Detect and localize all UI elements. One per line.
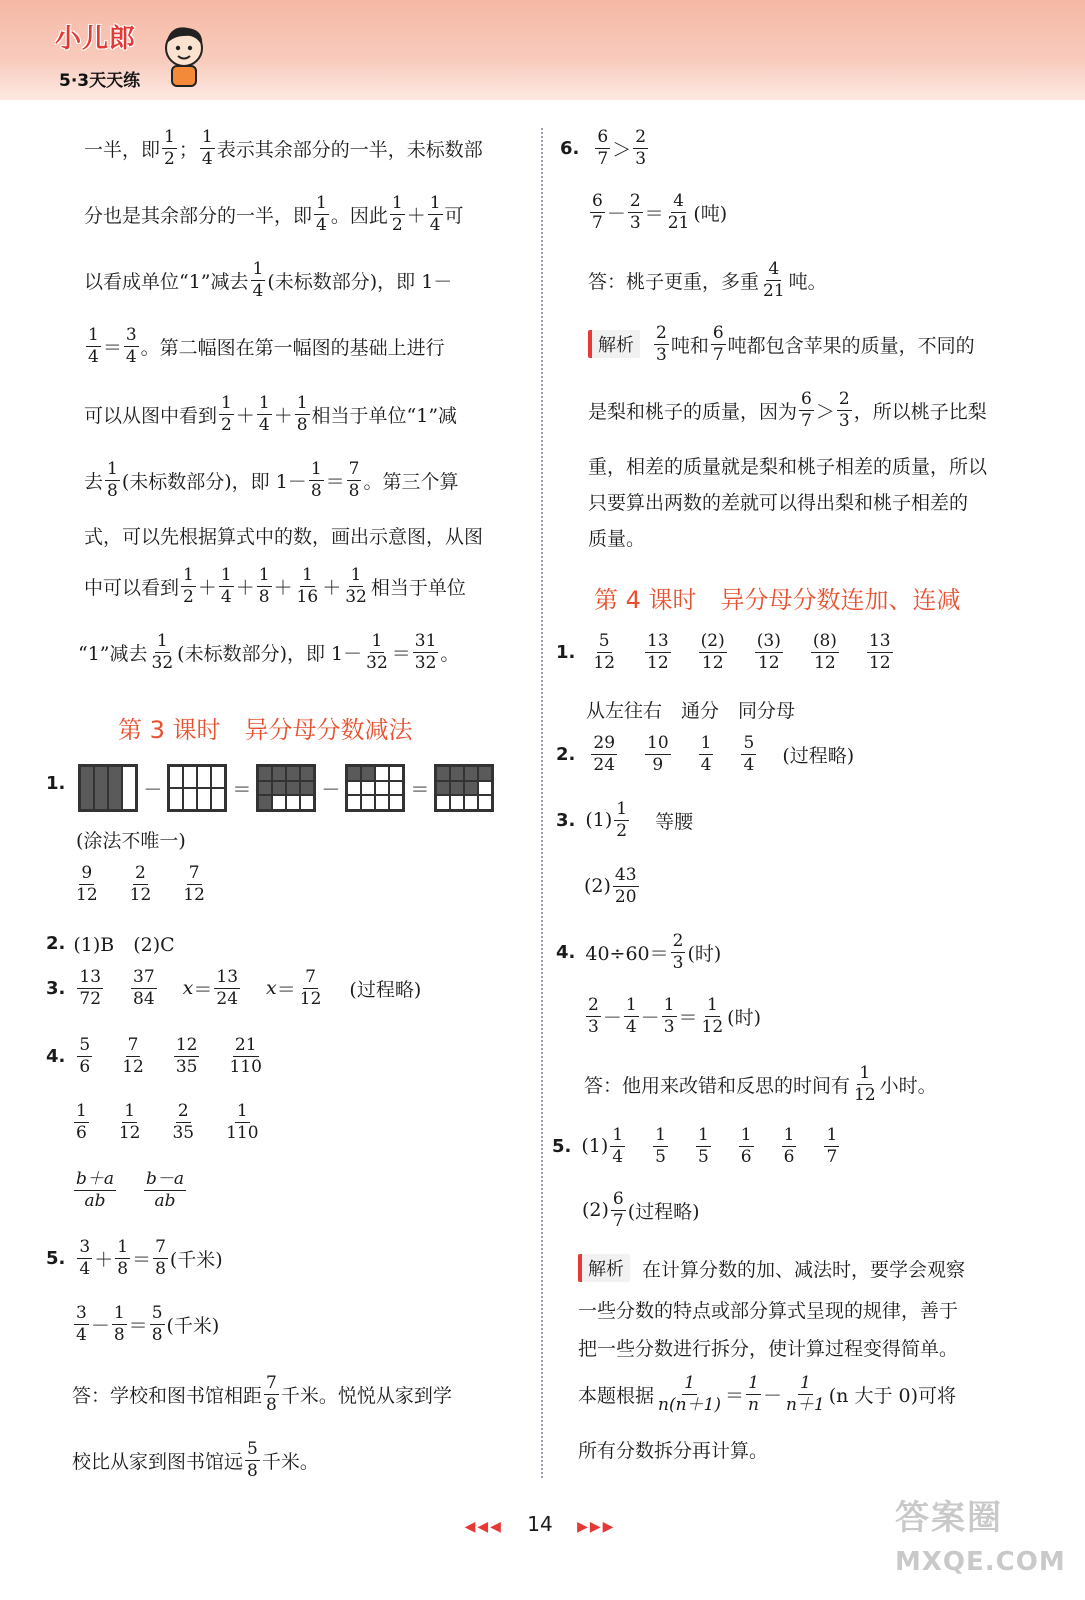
fraction: $\frac{5}{12}$ — [593, 631, 616, 673]
fraction: $\frac{1}{4}$ — [88, 325, 99, 367]
fraction: $\frac{1}{8}$ — [113, 1303, 125, 1345]
fraction: $\frac{2}{3}$ — [838, 389, 850, 431]
explain-line-8: 中可以看到 $\frac{1}{2}$ ＋ $\frac{1}{4}$ ＋ $\frac{1}{8}$ ＋ $\frac{1}{16}$ ＋ $\frac{1}{32}$ 相当于单位 — [84, 565, 466, 607]
fraction: $\frac{1}{32}$ — [151, 631, 174, 673]
right-jiexi-2-line5: 所有分数拆分再计算。 — [578, 1440, 769, 1462]
explain-line-4: $\frac{1}{4}$ ＝ $\frac{3}{4}$ 。第二幅图在第一幅图的基础上进行 — [88, 325, 445, 367]
right-jiexi-1-line1 — [588, 324, 975, 364]
fraction: $\frac{1}{12}$ — [854, 1063, 876, 1105]
fraction: $\frac{3}{4}$ — [76, 1303, 87, 1345]
text: 在计算分数的加、减法时，要学会观察 — [642, 1258, 966, 1281]
text: 吨。 — [788, 270, 827, 293]
question-number: 3. — [556, 809, 576, 831]
fraction: $\frac{(2)}{12}$ — [700, 631, 725, 673]
fraction: $\frac{1}{2}$ — [391, 193, 403, 235]
fraction: $\frac{1}{4}$ — [700, 733, 712, 775]
right-jiexi-1-line5: 质量。 — [588, 528, 646, 550]
mascot-boy-icon — [160, 22, 208, 88]
left-q3: 3. $\frac{13}{72}$ $\frac{37}{84}$ x ＝ $\frac{13}{24}$ x ＝ $\frac{7}{12}$ (过程略) — [46, 967, 422, 1009]
logo-subtitle: 5·3天天练 — [59, 71, 141, 91]
denominator: n＋1 — [785, 1394, 825, 1415]
right-jiexi-1-line2: 是梨和桃子的质量，因为 $\frac{6}{7}$ ＞ $\frac{2}{3}$ ，所以桃子比梨 — [588, 389, 987, 431]
text: 可 — [444, 204, 464, 227]
fraction: $\frac{1}{110}$ — [226, 1101, 259, 1143]
fraction: $\frac{1}{4}$ — [258, 393, 270, 435]
fraction: $\frac{43}{20}$ — [614, 865, 637, 907]
question-number: 4. — [556, 941, 576, 963]
fraction: $\frac{1}{8}$ — [296, 393, 308, 435]
text: 千米。 — [261, 1450, 319, 1473]
left-q2 — [46, 930, 175, 957]
right-jiexi-1-line4: 只要算出两数的差就可以得出梨和桃子相差的 — [588, 492, 969, 514]
explain-line-5: 可以从图中看到 $\frac{1}{2}$ ＋ $\frac{1}{4}$ ＋ $\frac{1}{8}$ 相当于单位“1”减 — [84, 393, 458, 435]
fraction: $\frac{1}{2}$ — [616, 799, 628, 841]
variable: x — [182, 977, 194, 1000]
fraction: $\frac{6}{7}$ — [612, 1189, 624, 1231]
part-label: (1) — [585, 809, 613, 832]
text: 分也是其余部分的一半，即 — [84, 204, 313, 227]
note: (过程略) — [349, 978, 422, 1001]
left-q4-row1 — [46, 1036, 266, 1076]
part-label: (2) — [582, 1199, 609, 1222]
right-q5-part1 — [552, 1126, 841, 1166]
fraction: $\frac{29}{24}$ — [593, 733, 616, 775]
question-number: 5. — [552, 1135, 572, 1157]
unit: (吨) — [693, 202, 728, 225]
fraction: $\frac{10}{9}$ — [647, 733, 669, 775]
explain-line-1 — [84, 128, 483, 168]
fraction: $\frac{6}{7}$ — [592, 191, 603, 233]
text: 是梨和桃子的质量，因为 — [588, 400, 798, 423]
fraction: $\frac{1}{4}$ — [252, 259, 264, 301]
right-q1-line2: 从左往右 通分 同分母 — [586, 700, 796, 722]
question-number: 2. — [556, 743, 576, 765]
left-q5-answer-1 — [72, 1374, 452, 1414]
fraction: $\frac{1}{2}$ — [164, 127, 175, 169]
analysis-label: 解析 — [588, 330, 640, 358]
text: 。因此 — [330, 204, 388, 227]
fraction: $\frac{7}{12}$ — [299, 967, 322, 1009]
fraction: $\frac{3}{4}$ — [79, 1237, 91, 1279]
fraction: $\frac{1}{8}$ — [117, 1237, 129, 1279]
text: ，所以桃子比梨 — [853, 400, 987, 423]
fraction-grid — [434, 764, 494, 812]
fraction: $\frac{1}{2}$ — [183, 565, 194, 607]
denominator: ab — [154, 1190, 176, 1211]
text: 千米。悦悦从家到学 — [280, 1384, 452, 1407]
fraction: $\frac{5}{8}$ — [151, 1303, 163, 1345]
fraction: $\frac{1}{4}$ — [220, 565, 232, 607]
question-number: 1. — [556, 641, 576, 663]
unit: (千米) — [169, 1248, 223, 1271]
fraction: $\frac{37}{84}$ — [133, 967, 155, 1009]
fraction: $\frac{9}{12}$ — [76, 863, 98, 905]
fraction: $\frac{7}{8}$ — [266, 1373, 277, 1415]
text: (未标数部分)，即 1－ — [177, 642, 363, 665]
fraction: $\frac{2}{3}$ — [629, 191, 641, 233]
left-q5-line2: $\frac{3}{4}$ － $\frac{1}{8}$ ＝ $\frac{5}{8}$ (千米) — [76, 1303, 220, 1345]
fraction: $\frac{3}{4}$ — [125, 325, 137, 367]
fraction: $\frac{1}{12}$ — [701, 995, 724, 1037]
text: 相当于单位 — [370, 576, 466, 599]
text: (未标数部分)，即 1－ — [121, 470, 307, 493]
note: (过程略) — [782, 744, 855, 767]
numerator: b－a — [146, 1169, 185, 1189]
right-q6-answer — [588, 260, 827, 300]
fraction: $\frac{2}{12}$ — [129, 863, 152, 905]
fraction: $\frac{5}{6}$ — [79, 1035, 91, 1077]
fraction: $\frac{1}{8}$ — [107, 459, 118, 501]
fraction-grid — [256, 764, 316, 812]
fraction: $\frac{13}{12}$ — [868, 631, 891, 673]
left-arrows-icon: ◀◀◀ — [464, 1519, 503, 1535]
left-q1-grids: 1. － ＝ － ＝ — [46, 764, 497, 812]
answer-text: 等腰 — [655, 810, 694, 833]
fraction-grid — [345, 764, 405, 812]
fraction: $\frac{2}{35}$ — [172, 1101, 195, 1143]
analysis-label: 解析 — [578, 1254, 630, 1282]
fraction: $\frac{1}{8}$ — [310, 459, 322, 501]
right-q4-line2: $\frac{2}{3}$ － $\frac{1}{4}$ － $\frac{1}{3}$ ＝ $\frac{1}{12}$ (时) — [588, 995, 761, 1037]
left-q4-row2 — [72, 1102, 263, 1142]
right-q4-answer — [584, 1064, 937, 1104]
fraction: $\frac{6}{7}$ — [801, 389, 812, 431]
fraction: $\frac{1}{4}$ — [201, 127, 213, 169]
right-q4-line1 — [556, 932, 721, 972]
logo-title: 小儿郎 — [55, 24, 137, 54]
right-q5-part2 — [582, 1190, 700, 1230]
left-q1-answers — [72, 864, 209, 904]
text: 相当于单位“1”减 — [311, 404, 458, 427]
text: 答：桃子更重，多重 — [588, 270, 760, 293]
right-jiexi-2-line3: 把一些分数进行拆分，使计算过程变得简单。 — [578, 1338, 959, 1360]
fraction: $\frac{1}{7}$ — [826, 1125, 838, 1167]
right-jiexi-2-line2: 一些分数的特点或部分算式呈现的规律，善于 — [578, 1300, 959, 1322]
fraction: $\frac{1}{6}$ — [76, 1101, 87, 1143]
question-number: 6. — [560, 137, 580, 159]
text: 吨都包含苹果的质量，不同的 — [727, 334, 975, 357]
fraction: $\frac{4}{21}$ — [667, 191, 690, 233]
text: 。 — [440, 642, 460, 665]
denominator: n(n＋1) — [658, 1394, 721, 1415]
fraction: $\frac{1}{n+1}$ — [785, 1373, 825, 1415]
numerator: b＋a — [76, 1169, 115, 1189]
text: 表示其余部分的一半，未标数部 — [216, 138, 483, 161]
fraction-grid — [167, 764, 227, 812]
unit: (时) — [687, 942, 722, 965]
fraction: $\frac{2}{3}$ — [588, 995, 599, 1037]
section-3-title: 第 3 课时 异分母分数减法 — [118, 716, 413, 744]
page-header — [0, 0, 1085, 100]
text: (未标数部分)，即 1－ — [267, 270, 453, 293]
fraction: $\frac{(8)}{12}$ — [812, 631, 837, 673]
explain-line-3 — [84, 260, 452, 300]
text: 本题根据 — [578, 1384, 655, 1407]
fraction: $\frac{21}{110}$ — [229, 1035, 262, 1077]
fraction: $\frac{5}{8}$ — [247, 1439, 258, 1481]
left-q1-note: (涂法不唯一) — [76, 830, 186, 852]
fraction: $\frac{6}{7}$ — [712, 323, 724, 365]
text: 去 — [84, 470, 104, 493]
fraction: $\frac{(3)}{12}$ — [756, 631, 781, 673]
section-4-title: 第 4 课时 异分母分数连加、连减 — [594, 586, 961, 614]
fraction — [74, 1170, 116, 1210]
explain-line-7 — [84, 522, 483, 549]
denominator: n — [748, 1394, 759, 1415]
page-number: 14 — [527, 1512, 553, 1536]
question-number: 5. — [46, 1247, 66, 1269]
right-jiexi-2-line1 — [578, 1254, 965, 1282]
page-footer — [440, 1512, 640, 1536]
text: 式，可以先根据算式中的数，画出示意图，从图 — [84, 526, 484, 548]
text: 可以从图中看到 — [84, 404, 218, 427]
text: 。第三个算 — [363, 470, 459, 493]
text: 吨和 — [670, 334, 709, 357]
unit: (时) — [727, 1006, 761, 1029]
left-q5-line1: 5. $\frac{3}{4}$ ＋ $\frac{1}{8}$ ＝ $\frac{7}{8}$ (千米) — [46, 1237, 223, 1279]
watermark-title: 答案圈 — [895, 1498, 1003, 1538]
watermark-url: MXQE.COM — [895, 1547, 1066, 1577]
question-number: 2. — [46, 933, 66, 954]
question-number: 3. — [46, 977, 66, 999]
right-q1-fractions — [556, 632, 895, 672]
right-jiexi-1-line3: 重，相差的质量就是梨和桃子相差的质量，所以 — [588, 456, 988, 478]
text: 以看成单位“1”减去 — [84, 270, 249, 293]
note: (过程略) — [627, 1200, 700, 1223]
fraction: $\frac{7}{8}$ — [155, 1237, 166, 1279]
fraction: $\frac{1}{4}$ — [625, 995, 637, 1037]
text: “1”减去 — [78, 642, 148, 665]
text: 一半，即 — [84, 138, 161, 161]
fraction: $\frac{1}{6}$ — [740, 1125, 752, 1167]
text: 答：他用来改错和反思的时间有 — [584, 1074, 851, 1097]
right-q6-line1: 6. $\frac{6}{7}$ ＞ $\frac{2}{3}$ — [560, 127, 647, 169]
fraction: $\frac{1}{2}$ — [221, 393, 232, 435]
fraction: $\frac{13}{12}$ — [647, 631, 669, 673]
text: 小时。 — [879, 1074, 937, 1097]
fraction-grid — [78, 764, 138, 812]
explain-line-9: “1”减去 $\frac{1}{32}$ (未标数部分)，即 1－ $\frac{1}{32}$ ＝ $\frac{31}{32}$ 。 — [78, 631, 460, 673]
text: 校比从家到图书馆远 — [72, 1450, 244, 1473]
fraction: $\frac{1}{16}$ — [296, 565, 319, 607]
column-divider — [541, 128, 543, 1478]
fraction: $\frac{1}{6}$ — [783, 1125, 795, 1167]
answer-text: (1)B (2)C — [73, 934, 175, 956]
fraction: $\frac{13}{72}$ — [79, 967, 102, 1009]
fraction: $\frac{1}{4}$ — [316, 193, 327, 235]
fraction: $\frac{2}{3}$ — [635, 127, 647, 169]
right-q3-part1 — [556, 800, 693, 840]
text: ； — [178, 138, 198, 161]
fraction: $\frac{4}{21}$ — [763, 259, 785, 301]
fraction: $\frac{2}{3}$ — [656, 323, 667, 365]
right-arrows-icon: ▶▶▶ — [577, 1519, 616, 1535]
part-label: (2) — [584, 875, 611, 898]
right-q2 — [556, 734, 854, 774]
fraction: $\frac{7}{12}$ — [183, 863, 205, 905]
text: (n 大于 0)可将 — [828, 1384, 956, 1407]
right-jiexi-2-line4: 本题根据 $\frac{1}{n(n+1)}$ ＝ $\frac{1}{n}$ － $\frac{1}{n+1}$ (n 大于 0)可将 — [578, 1373, 956, 1415]
fraction: $\frac{1}{n(n+1)}$ — [658, 1373, 721, 1415]
fraction: $\frac{1}{4}$ — [612, 1125, 624, 1167]
fraction: $\frac{1}{n}$ — [748, 1373, 759, 1415]
fraction: $\frac{1}{4}$ — [429, 193, 441, 235]
text: 中可以看到 — [84, 576, 180, 599]
denominator: ab — [84, 1190, 106, 1211]
left-q5-answer-2 — [72, 1440, 319, 1480]
text: 。第二幅图在第一幅图的基础上进行 — [140, 336, 445, 359]
fraction: $\frac{1}{5}$ — [655, 1125, 666, 1167]
fraction: $\frac{5}{4}$ — [743, 733, 755, 775]
text: 答：学校和图书馆相距 — [72, 1384, 263, 1407]
fraction: $\frac{6}{7}$ — [597, 127, 609, 169]
right-q6-line2: $\frac{6}{7}$ － $\frac{2}{3}$ ＝ $\frac{4}{21}$ (吨) — [592, 191, 728, 233]
right-q3-part2 — [584, 866, 641, 906]
fraction: $\frac{7}{8}$ — [348, 459, 360, 501]
watermark — [895, 1490, 1075, 1590]
unit: (千米) — [166, 1314, 220, 1337]
fraction: $\frac{7}{12}$ — [122, 1035, 144, 1077]
fraction: $\frac{1}{3}$ — [663, 995, 675, 1037]
expression: 40÷60＝ — [585, 942, 669, 965]
question-number: 1. — [46, 772, 66, 794]
left-q4-row3 — [72, 1170, 188, 1210]
variable: x — [266, 977, 277, 1000]
part-label: (1) — [581, 1135, 609, 1158]
fraction: $\frac{1}{8}$ — [258, 565, 270, 607]
explain-line-6: 去 $\frac{1}{8}$ (未标数部分)，即 1－ $\frac{1}{8}$ ＝ $\frac{7}{8}$ 。第三个算 — [84, 459, 459, 501]
fraction — [144, 1170, 186, 1210]
fraction: $\frac{2}{3}$ — [672, 931, 684, 973]
explain-line-2: 分也是其余部分的一半，即 $\frac{1}{4}$ 。因此 $\frac{1}{2}$ ＋ $\frac{1}{4}$ 可 — [84, 193, 464, 235]
fraction: $\frac{31}{32}$ — [414, 631, 437, 673]
fraction: $\frac{1}{12}$ — [118, 1101, 141, 1143]
fraction: $\frac{1}{5}$ — [697, 1125, 709, 1167]
fraction: $\frac{12}{35}$ — [175, 1035, 198, 1077]
fraction: $\frac{1}{32}$ — [345, 565, 367, 607]
fraction: $\frac{1}{32}$ — [366, 631, 388, 673]
question-number: 4. — [46, 1045, 66, 1067]
fraction: $\frac{13}{24}$ — [216, 967, 239, 1009]
